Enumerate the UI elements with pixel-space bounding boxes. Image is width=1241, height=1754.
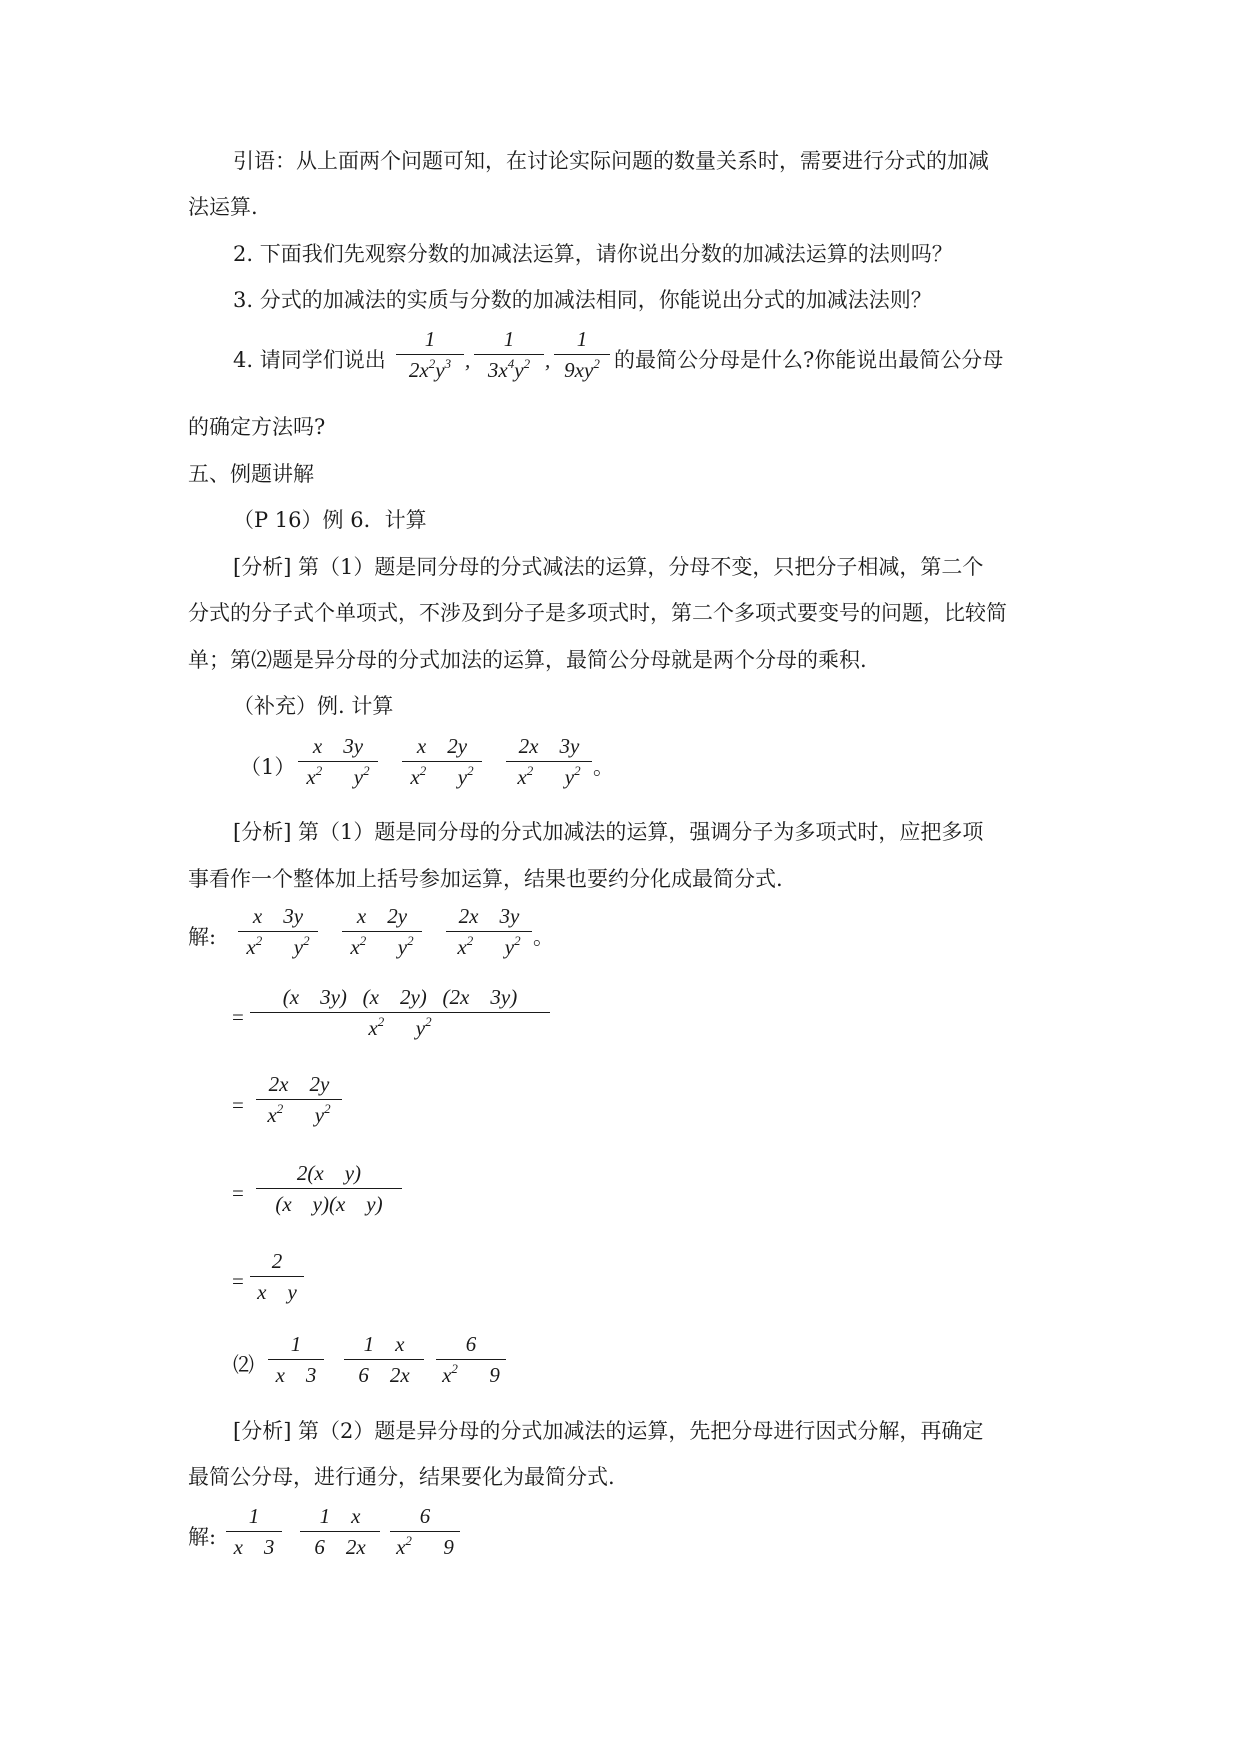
solution-1-restated-fraction-2 bbox=[342, 903, 422, 960]
fraction-bar bbox=[298, 761, 378, 762]
problem-1-fraction-1 bbox=[298, 733, 378, 790]
denominator: $x^2$ 9 bbox=[442, 1361, 500, 1387]
numerator: 2 bbox=[271, 1249, 283, 1273]
solution-2-label: 解: bbox=[188, 1525, 217, 1549]
solution-1-step-3 bbox=[256, 1160, 402, 1217]
numerator: 1 x bbox=[363, 1332, 405, 1356]
analysis-1-line-1: [分析] 第（1）题是同分母的分式减法的运算，分母不变，只把分子相减，第二个 bbox=[233, 555, 984, 579]
question-3: 3. 分式的加减法的实质与分数的加减法相同，你能说出分式的加减法法则？ bbox=[233, 288, 932, 312]
denominator: $x^2$ $y^2$ bbox=[350, 933, 414, 959]
denominator: $x^2$ $y^2$ bbox=[457, 933, 521, 959]
denominator: $x^2$ $y^2$ bbox=[306, 763, 370, 789]
q4-fraction-1 bbox=[396, 326, 464, 383]
fraction-bar bbox=[342, 931, 422, 932]
fraction-bar bbox=[554, 354, 610, 355]
solution-1-restated-fraction-1 bbox=[238, 903, 318, 960]
denominator: x y bbox=[257, 1280, 297, 1304]
fraction-bar bbox=[402, 761, 482, 762]
denominator: x 3 bbox=[275, 1363, 317, 1387]
numerator: 2x 3y bbox=[458, 904, 520, 928]
denominator: 6 2x bbox=[314, 1535, 366, 1559]
denominator: x 3 bbox=[233, 1535, 275, 1559]
analysis-1-line-2: 分式的分子式个单项式，不涉及到分子是多项式时，第二个多项式要变号的问题，比较简 bbox=[188, 601, 1007, 625]
analysis-1-line-3: 单；第⑵题是异分母的分式加法的运算，最简公分母就是两个分母的乘积. bbox=[188, 648, 867, 672]
question-4-prefix: 4. 请同学们说出 bbox=[233, 348, 386, 372]
solution-1-step-1 bbox=[250, 984, 550, 1041]
problem-2-label: ⑵ bbox=[233, 1353, 254, 1377]
equals-sign: = bbox=[232, 1093, 244, 1117]
equals-sign: = bbox=[232, 1269, 244, 1293]
solution-1-restated-fraction-3 bbox=[446, 903, 532, 960]
fraction-bar bbox=[390, 1531, 460, 1532]
problem-2-fraction-1 bbox=[268, 1331, 324, 1388]
solution-1-end: 。 bbox=[533, 925, 554, 949]
fraction-bar bbox=[300, 1531, 380, 1532]
numerator: 1 bbox=[290, 1332, 302, 1356]
q4-fraction-2 bbox=[474, 326, 544, 383]
q4-fraction-3-numerator: 1 bbox=[576, 327, 588, 351]
analysis-2-line-1: [分析] 第（1）题是同分母的分式加减法的运算，强调分子为多项式时，应把多项 bbox=[233, 820, 984, 844]
fraction-bar bbox=[446, 931, 532, 932]
supplement-heading: （补充）例. 计算 bbox=[233, 694, 394, 718]
numerator: x 2y bbox=[356, 904, 408, 928]
example-6-heading: （P 16）例 6．计算 bbox=[233, 508, 427, 532]
q4-comma-1: , bbox=[465, 348, 471, 372]
denominator: (x y)(x y) bbox=[275, 1192, 383, 1216]
problem-2-fraction-3 bbox=[436, 1331, 506, 1388]
solution-2-fraction-2 bbox=[300, 1503, 380, 1560]
numerator: 1 bbox=[248, 1504, 260, 1528]
q4-fraction-1-numerator: 1 bbox=[424, 327, 436, 351]
numerator: x 3y bbox=[252, 904, 304, 928]
problem-2-fraction-2 bbox=[344, 1331, 424, 1388]
fraction-bar bbox=[436, 1359, 506, 1360]
solution-2-fraction-1 bbox=[226, 1503, 282, 1560]
q4-fraction-2-denominator: $3x^4y^2$ bbox=[487, 356, 531, 382]
problem-1-fraction-2 bbox=[402, 733, 482, 790]
fraction-bar bbox=[256, 1188, 402, 1189]
intro-line-1: 引语：从上面两个问题可知，在讨论实际问题的数量关系时，需要进行分式的加减 bbox=[233, 149, 989, 173]
numerator: x 2y bbox=[416, 734, 468, 758]
denominator: $x^2$ $y^2$ bbox=[517, 763, 581, 789]
q4-fraction-2-numerator: 1 bbox=[503, 327, 515, 351]
fraction-bar bbox=[506, 761, 592, 762]
denominator: $x^2$ $y^2$ bbox=[246, 933, 310, 959]
numerator: 6 bbox=[465, 1332, 477, 1356]
fraction-bar bbox=[474, 354, 544, 355]
problem-1-end: 。 bbox=[593, 755, 614, 779]
denominator: 6 2x bbox=[358, 1363, 410, 1387]
denominator: $x^2$ $y^2$ bbox=[410, 763, 474, 789]
intro-line-2: 法运算. bbox=[188, 195, 258, 219]
analysis-3-line-1: [分析] 第（2）题是异分母的分式加减法的运算，先把分母进行因式分解，再确定 bbox=[233, 1419, 984, 1443]
q4-fraction-1-denominator: $2x^2y^3$ bbox=[408, 356, 452, 382]
q4-fraction-3-denominator: $9xy^2$ bbox=[564, 356, 600, 382]
solution-2-fraction-3 bbox=[390, 1503, 460, 1560]
problem-1-fraction-3 bbox=[506, 733, 592, 790]
numerator: 2x 2y bbox=[268, 1072, 330, 1096]
numerator: 2x 3y bbox=[518, 734, 580, 758]
fraction-bar bbox=[250, 1012, 550, 1013]
section-5-heading: 五、例题讲解 bbox=[188, 462, 314, 486]
numerator: 2(x y) bbox=[296, 1161, 362, 1185]
fraction-bar bbox=[238, 931, 318, 932]
analysis-2-line-2: 事看作一个整体加上括号参加运算，结果也要约分化成最简分式. bbox=[188, 867, 783, 891]
fraction-bar bbox=[256, 1099, 342, 1100]
fraction-bar bbox=[250, 1276, 304, 1277]
numerator: 1 x bbox=[319, 1504, 361, 1528]
fraction-bar bbox=[226, 1531, 282, 1532]
denominator: $x^2$ 9 bbox=[396, 1533, 454, 1559]
denominator: $x^2$ $y^2$ bbox=[267, 1101, 331, 1127]
solution-1-label: 解: bbox=[188, 925, 217, 949]
denominator: $x^2$ $y^2$ bbox=[368, 1014, 432, 1040]
q4-comma-2: , bbox=[545, 348, 551, 372]
analysis-3-line-2: 最简公分母，进行通分，结果要化为最简分式. bbox=[188, 1465, 615, 1489]
question-4-suffix: 的最简公分母是什么?你能说出最简公分母 bbox=[614, 348, 1004, 372]
equals-sign: = bbox=[232, 1181, 244, 1205]
fraction-bar bbox=[344, 1359, 424, 1360]
equals-sign: = bbox=[232, 1005, 244, 1029]
numerator: (x 3y) (x 2y) (2x 3y) bbox=[282, 985, 518, 1009]
numerator: x 3y bbox=[312, 734, 364, 758]
q4-fraction-3 bbox=[554, 326, 610, 383]
solution-1-step-2 bbox=[256, 1071, 342, 1128]
problem-1-label: （1） bbox=[240, 755, 296, 779]
fraction-bar bbox=[396, 354, 464, 355]
question-2: 2. 下面我们先观察分数的加减法运算，请你说出分数的加减法运算的法则吗？ bbox=[233, 242, 953, 266]
question-4-continuation: 的确定方法吗? bbox=[188, 415, 326, 439]
numerator: 6 bbox=[419, 1504, 431, 1528]
fraction-bar bbox=[268, 1359, 324, 1360]
solution-1-step-4 bbox=[250, 1248, 304, 1305]
